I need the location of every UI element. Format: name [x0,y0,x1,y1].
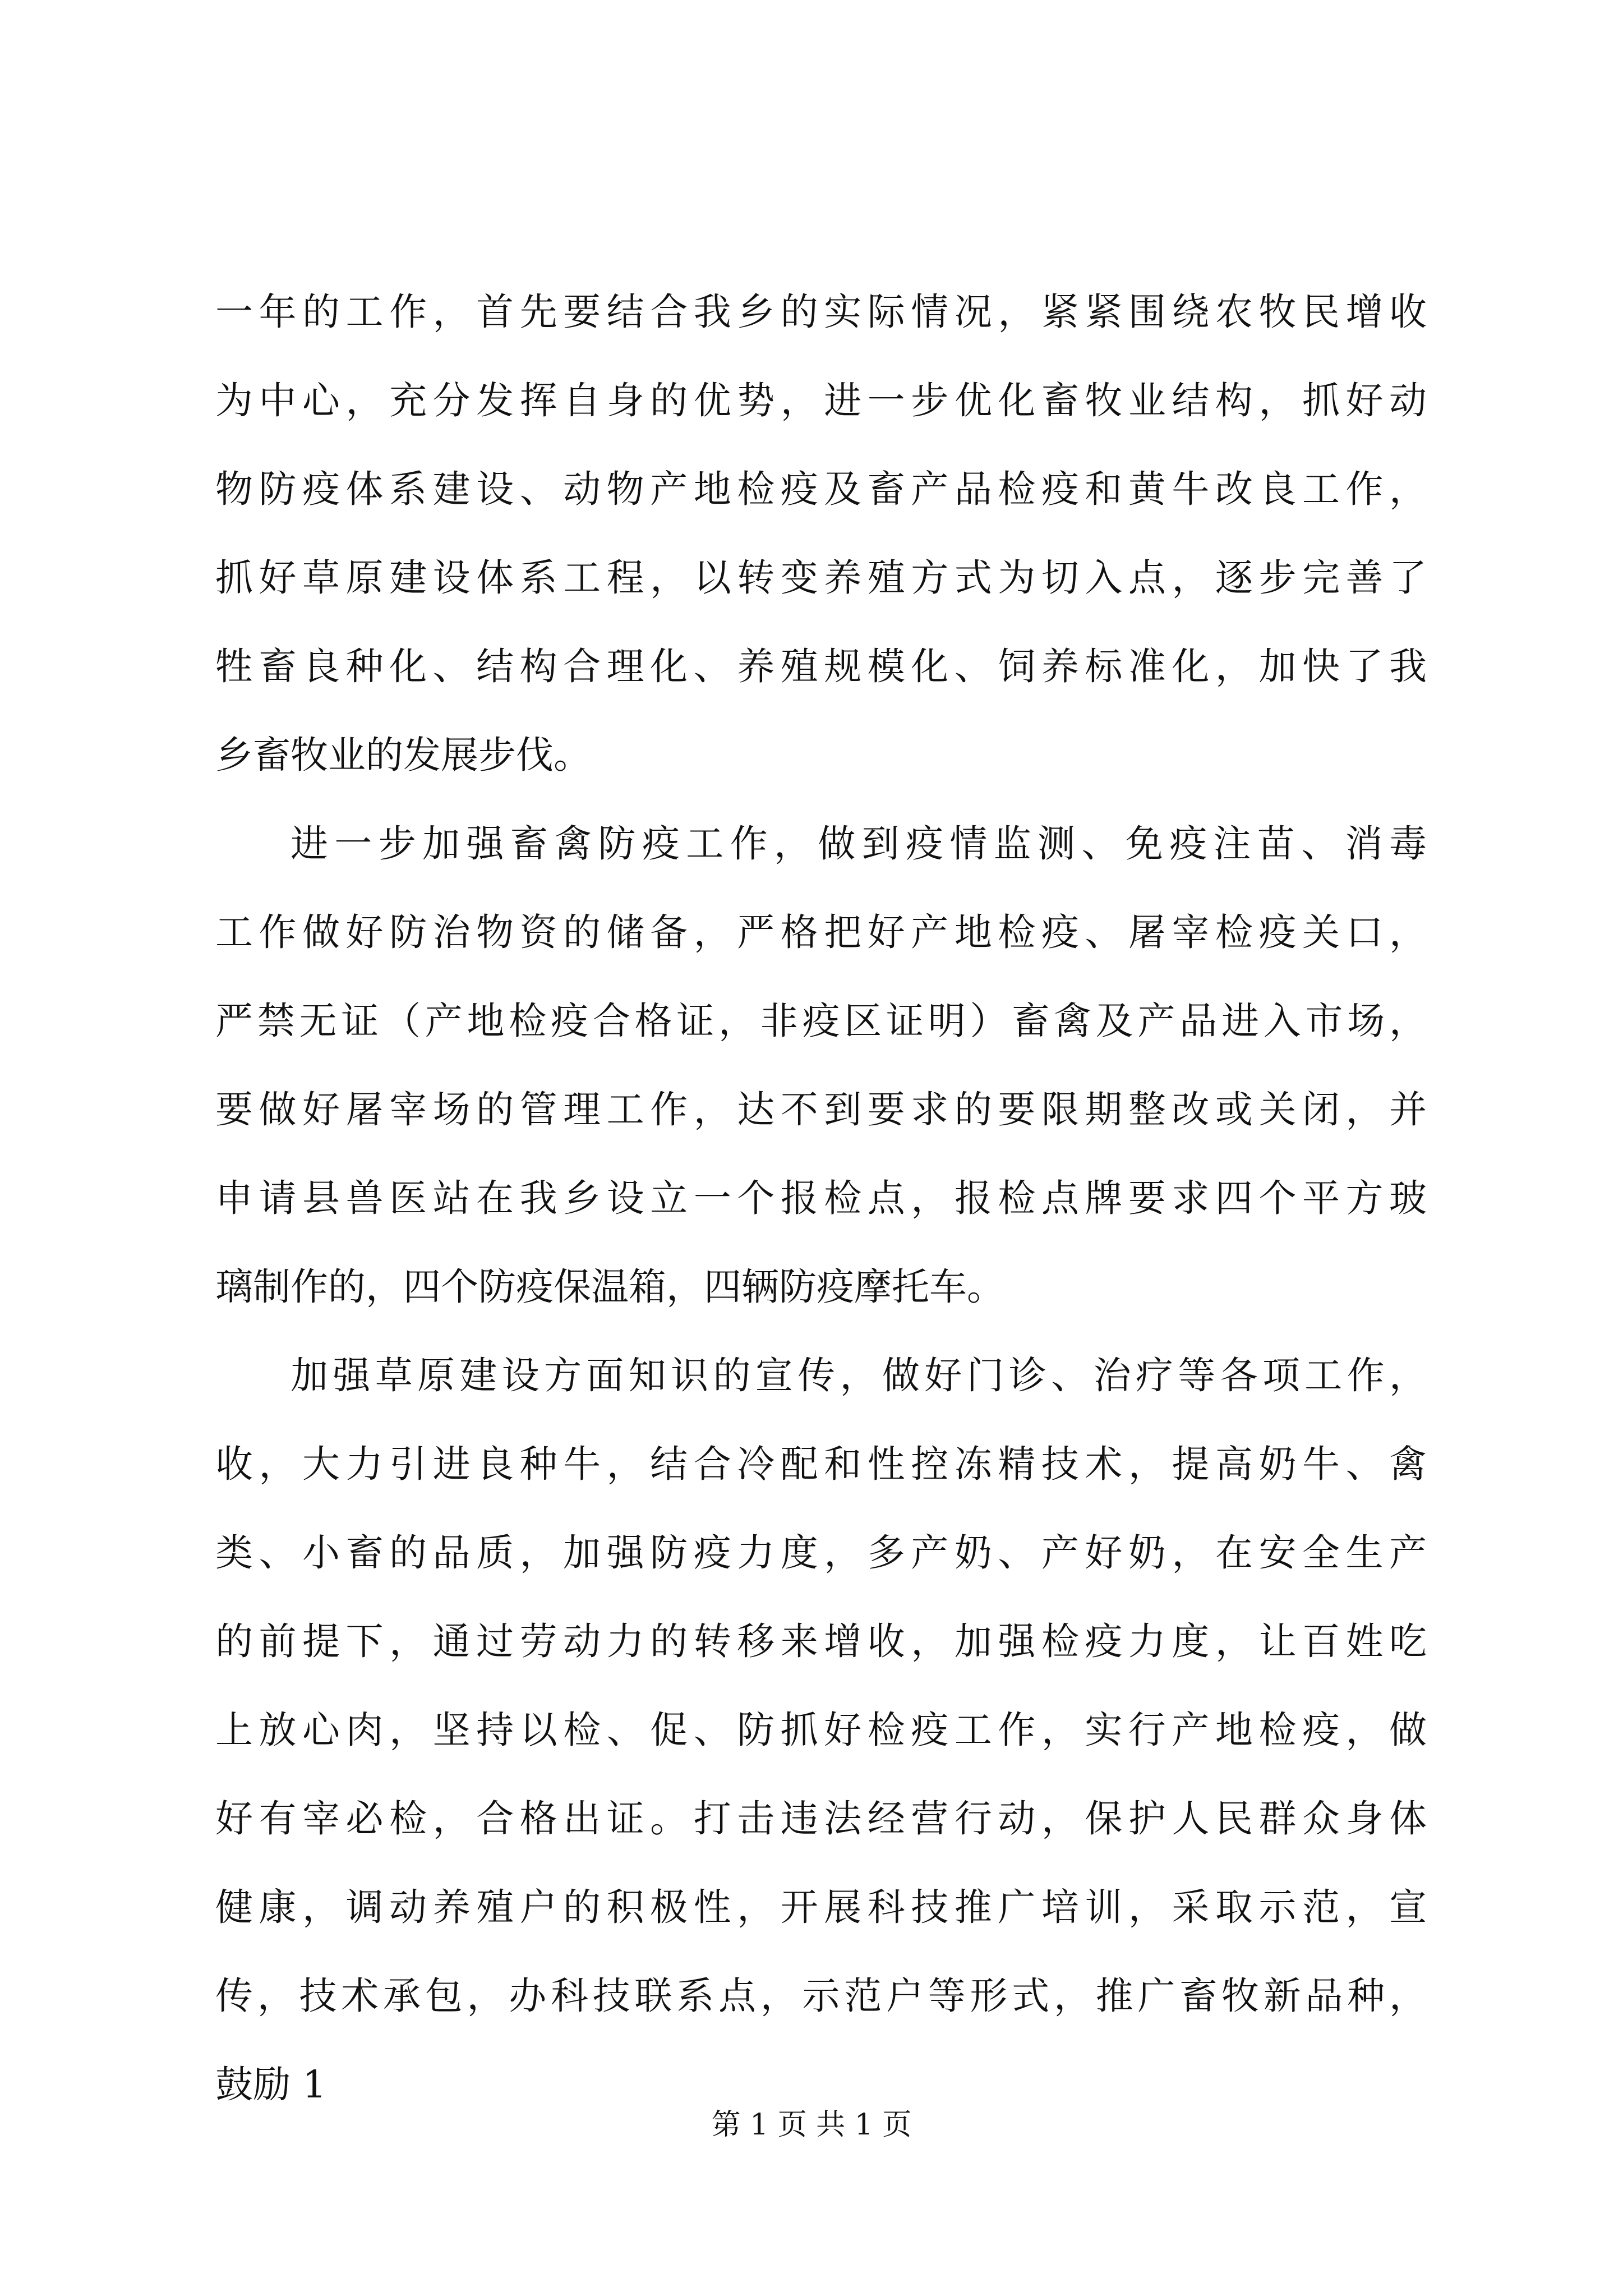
text-line: 工作做好防治物资的储备，严格把好产地检疫、屠宰检疫关口， [215,910,1427,954]
text-line: 严禁无证（产地检疫合格证，非疫区证明）畜禽及产品进入市场， [215,999,1427,1043]
text-line: 好有宰必检，合格出证。打击违法经营行动，保护人民群众身体 [215,1797,1427,1841]
text-line: 为中心，充分发挥自身的优势，进一步优化畜牧业结构，抓好动 [215,379,1427,422]
text-line: 的前提下，通过劳动力的转移来增收，加强检疫力度，让百姓吃 [215,1619,1427,1663]
page-number: 第 1 页 共 1 页 [711,2108,912,2142]
text-line: 抓好草原建设体系工程，以转变养殖方式为切入点，逐步完善了 [215,556,1427,600]
text-line: 鼓励 1 [215,2063,326,2106]
paragraph-1 [215,284,1427,816]
document-body [215,284,1427,2145]
text-line: 收，大力引进良种牛，结合冷配和性控冻精技术，提高奶牛、禽 [215,1442,1427,1486]
paragraph-2 [215,816,1427,1347]
text-line: 进一步加强畜禽防疫工作，做到疫情监测、免疫注苗、消毒 [291,822,1427,866]
paragraph-3 [215,1347,1427,2145]
text-line: 物防疫体系建设、动物产地检疫及畜产品检疫和黄牛改良工作， [215,467,1427,511]
text-line: 健康，调动养殖户的积极性，开展科技推广培训，采取示范，宣 [215,1885,1427,1929]
text-line: 加强草原建设方面知识的宣传，做好门诊、治疗等各项工作， [291,1354,1427,1397]
text-line: 要做好屠宰场的管理工作，达不到要求的要限期整改或关闭，并 [215,1088,1427,1131]
text-line: 传，技术承包，办科技联系点，示范户等形式，推广畜牧新品种， [215,1974,1427,2018]
text-line: 一年的工作，首先要结合我乡的实际情况，紧紧围绕农牧民增收 [215,290,1427,334]
text-line: 申请县兽医站在我乡设立一个报检点，报检点牌要求四个平方玻 [215,1176,1427,1220]
text-line: 上放心肉，坚持以检、促、防抓好检疫工作，实行产地检疫，做 [215,1708,1427,1752]
page-footer [0,2101,1623,2143]
text-line: 乡畜牧业的发展步伐。 [215,733,591,777]
text-line: 类、小畜的品质，加强防疫力度，多产奶、产好奶，在安全生产 [215,1531,1427,1575]
text-line: 牲畜良种化、结构合理化、养殖规模化、饲养标准化，加快了我 [215,645,1427,688]
text-line: 璃制作的，四个防疫保温箱，四辆防疫摩托车。 [215,1265,1004,1309]
